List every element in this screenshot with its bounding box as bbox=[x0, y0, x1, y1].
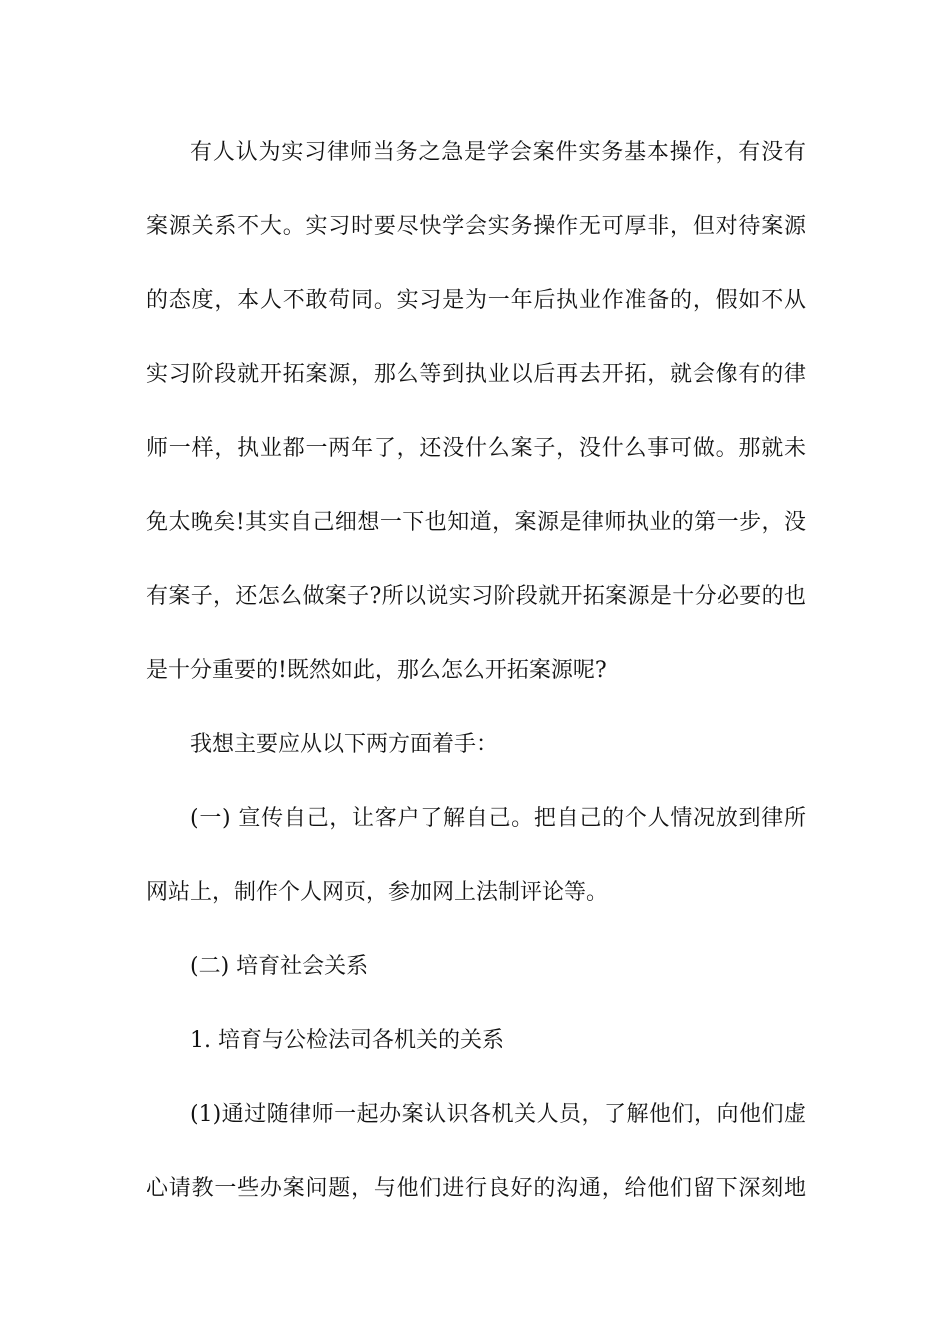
paragraph-line: 的态度，本人不敢苟同。实习是为一年后执业作准备的，假如不从 bbox=[146, 288, 806, 313]
paragraph-line: 实习阶段就开拓案源，那么等到执业以后再去开拓，就会像有的律 bbox=[146, 362, 806, 387]
paragraph-line: 师一样，执业都一两年了，还没什么案子，没什么事可做。那就未 bbox=[146, 436, 806, 461]
paragraph-line: 有人认为实习律师当务之急是学会案件实务基本操作，有没有 bbox=[190, 140, 806, 165]
paragraph-line: 心请教一些办案问题，与他们进行良好的沟通，给他们留下深刻地 bbox=[146, 1176, 806, 1201]
paragraph-line: 我想主要应从以下两方面着手： bbox=[190, 732, 499, 757]
paragraph-line: 案源关系不大。实习时要尽快学会实务操作无可厚非，但对待案源 bbox=[146, 214, 806, 239]
paragraph-line: 免太晚矣!其实自己细想一下也知道，案源是律师执业的第一步，没 bbox=[146, 510, 806, 535]
paragraph-line: (一) 宣传自己，让客户了解自己。把自己的个人情况放到律所 bbox=[190, 806, 806, 831]
paragraph-line: 有案子，还怎么做案子?所以说实习阶段就开拓案源是十分必要的也 bbox=[146, 584, 806, 609]
paragraph-line: 是十分重要的!既然如此，那么怎么开拓案源呢? bbox=[146, 658, 607, 683]
subsection-heading: 1. 培育与公检法司各机关的关系 bbox=[190, 1028, 504, 1053]
section-heading: (二) 培育社会关系 bbox=[190, 954, 369, 979]
paragraph-line: 网站上，制作个人网页，参加网上法制评论等。 bbox=[146, 880, 609, 905]
paragraph-line: (1)通过随律师一起办案认识各机关人员，了解他们，向他们虚 bbox=[190, 1102, 806, 1127]
